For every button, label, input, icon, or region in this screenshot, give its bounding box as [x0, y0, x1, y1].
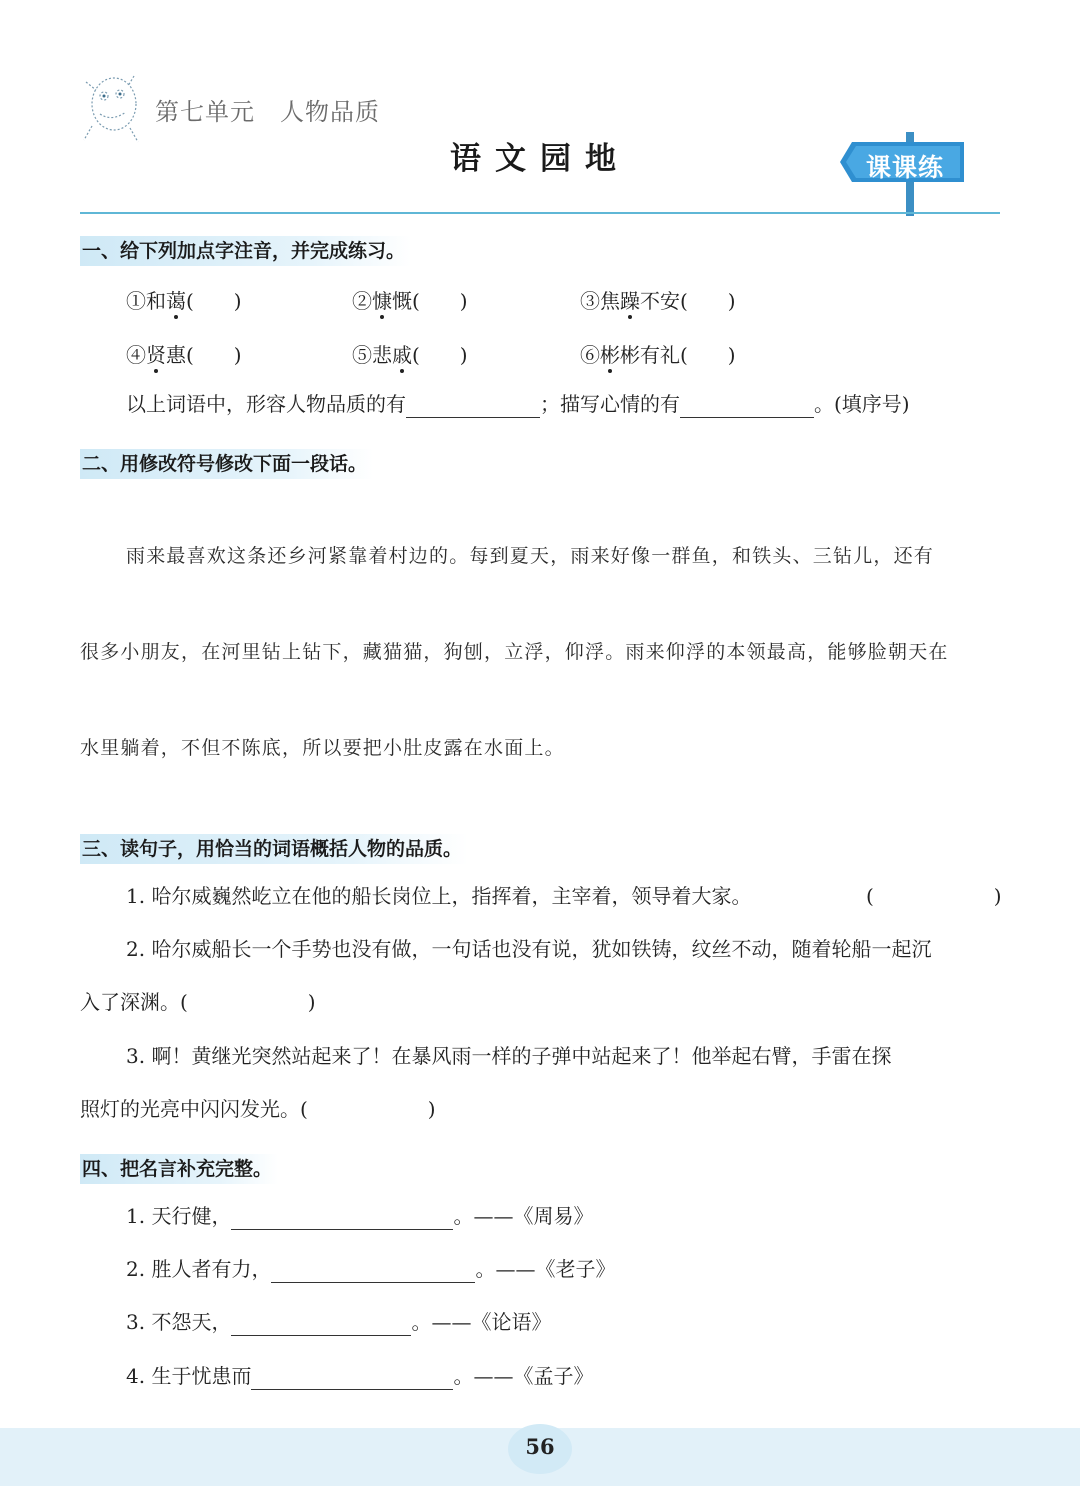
question-1: 1. 哈尔威巍然屹立在他的船长岗位上，指挥着，主宰着，领导着大家。	[126, 884, 752, 908]
header-divider	[80, 212, 1000, 214]
word-item-1: ①和蔼( )	[126, 289, 242, 313]
paragraph-line-3: 水里躺着，不但不陈底，所以要把小肚皮露在水面上。	[80, 737, 565, 759]
quote-blank-3[interactable]	[231, 1313, 411, 1336]
mood-answer-blank[interactable]	[680, 395, 814, 418]
question-3-line-2: 照灯的光亮中闪闪发光。( )	[80, 1097, 436, 1121]
question-2-line-1: 2. 哈尔威船长一个手势也没有做，一句话也没有说，犹如铁铸，纹丝不动，随着轮船一起沉	[126, 937, 932, 961]
quote-item-2: 2. 胜人者有力， 。——《老子》	[126, 1257, 616, 1281]
quote-blank-1[interactable]	[231, 1207, 453, 1230]
quality-answer-blank[interactable]	[406, 395, 540, 418]
question-3-line-1: 3. 啊！黄继光突然站起来了！在暴风雨一样的子弹中站起来了！他举起右臂，手雷在探	[126, 1044, 892, 1068]
section-heading-4: 四、把名言补充完整。	[80, 1154, 278, 1184]
page-title: 语文园地	[450, 141, 630, 177]
word-item-5: ⑤悲戚( )	[352, 343, 468, 367]
question-2-line-2: 入了深渊。( )	[80, 990, 316, 1014]
word-item-3: ③焦躁不安( )	[580, 289, 736, 313]
quote-blank-4[interactable]	[251, 1367, 453, 1390]
section-heading-2: 二、用修改符号修改下面一段话。	[80, 449, 373, 479]
paragraph-line-2: 很多小朋友，在河里钻上钻下，藏猫猫，狗刨，立浮，仰浮。雨来仰浮的本领最高，能够脸朝天在	[80, 641, 949, 663]
quote-blank-2[interactable]	[271, 1260, 475, 1283]
quote-item-3: 3. 不怨天， 。——《论语》	[126, 1310, 552, 1334]
word-item-4: ④贤惠( )	[126, 343, 242, 367]
answer-paren-1[interactable]: ( )	[866, 884, 1002, 908]
page-number: 56	[525, 1434, 555, 1459]
quote-item-4: 4. 生于忧患而 。——《孟子》	[126, 1364, 594, 1388]
practice-badge-label: 课课练	[866, 153, 945, 182]
word-item-2: ②慷慨( )	[352, 289, 468, 313]
word-item-6: ⑥彬彬有礼( )	[580, 343, 736, 367]
paragraph-line-1: 雨来最喜欢这条还乡河紧靠着村边的。每到夏天，雨来好像一群鱼，和铁头、三钻儿，还有	[126, 545, 935, 567]
section-heading-3: 三、读句子，用恰当的词语概括人物的品质。	[80, 834, 468, 864]
unit-label: 第七单元 人物品质	[155, 98, 380, 126]
section-heading-1: 一、给下列加点字注音，并完成练习。	[80, 236, 411, 266]
summary-question: 以上词语中，形容人物品质的有 ；描写心情的有 。(填序号)	[126, 392, 910, 416]
quote-item-1: 1. 天行健， 。——《周易》	[126, 1204, 594, 1228]
